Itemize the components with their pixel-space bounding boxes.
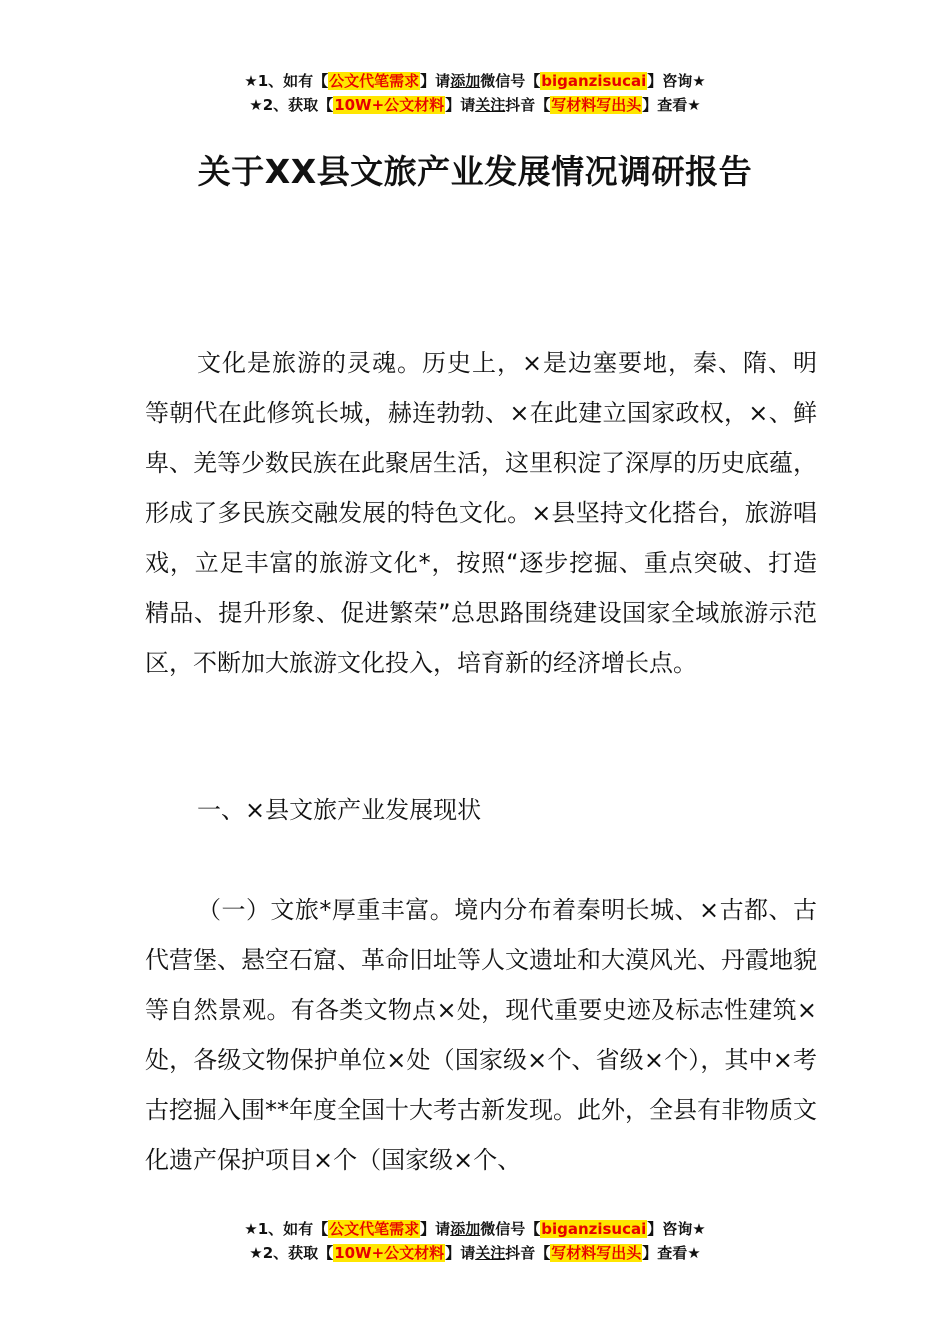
document-title: 关于XX县文旅产业发展情况调研报告 [197,152,753,191]
top-promo-banner [0,69,950,117]
promo-highlight: 公文代笔需求 [329,72,420,90]
promo-text: 】请 [420,1220,451,1238]
promo-underlined: 关注 [475,96,506,114]
promo-underlined: 添加 [450,72,481,90]
promo-highlight: biganzisucai [541,1220,647,1238]
bottom-promo-banner [0,1217,950,1265]
promo-highlight: 写材料写出头 [551,96,642,114]
promo-highlight: 10W+公文材料 [334,1244,445,1262]
promo-text: 】咨询★ [647,1220,706,1238]
promo-text: 微信号【 [480,1220,541,1238]
intro-paragraph: 文化是旅游的灵魂。历史上，×是边塞要地，秦、隋、明等朝代在此修筑长城，赫连勃勃、×在此建立国家政权，×、鲜卑、羌等少数民族在此聚居生活，这里积淀了深厚的历史底蕴，形成了多民族交融发展的特色文化。×县坚持文化搭台，旅游唱戏，立足丰富的旅游文化*，按照“逐步挖掘、重点突破、打造精品、提升形象、促进繁荣”总思路围绕建设国家全域旅游示范区，不断加大旅游文化投入，培育新的经济增长点。 [145,349,817,677]
promo-text: 】咨询★ [647,72,706,90]
promo-underlined: 关注 [475,1244,506,1262]
promo-text: 】请 [420,72,451,90]
promo-text: 】查看★ [642,1244,701,1262]
promo-text: ★1、如有【 [244,1220,329,1238]
promo-text: 】请 [445,96,476,114]
promo-underlined: 添加 [450,1220,481,1238]
promo-highlight: 10W+公文材料 [334,96,445,114]
promo-text: 抖音【 [505,1244,551,1262]
promo-line-2 [0,1241,950,1265]
promo-text: 】请 [445,1244,476,1262]
promo-text: 微信号【 [480,72,541,90]
promo-text: 抖音【 [505,96,551,114]
section-heading: 一、×县文旅产业发展现状 [197,796,482,824]
promo-text: ★2、获取【 [249,1244,334,1262]
promo-line-2 [0,93,950,117]
promo-line-1 [0,1217,950,1241]
promo-highlight: biganzisucai [541,72,647,90]
promo-text: 】查看★ [642,96,701,114]
promo-text: ★1、如有【 [244,72,329,90]
promo-line-1 [0,69,950,93]
promo-highlight: 写材料写出头 [551,1244,642,1262]
body-paragraph: （一）文旅*厚重丰富。境内分布着秦明长城、×古都、古代营堡、悬空石窟、革命旧址等人文遗址和大漠风光、丹霞地貌等自然景观。有各类文物点×处，现代重要史迹及标志性建筑×处，各级文物保护单位×处（国家级×个、省级×个），其中×考古挖掘入围**年度全国十大考古新发现。此外，全县有非物质文化遗产保护项目×个（国家级×个、 [145,896,817,1174]
promo-text: ★2、获取【 [249,96,334,114]
promo-highlight: 公文代笔需求 [329,1220,420,1238]
